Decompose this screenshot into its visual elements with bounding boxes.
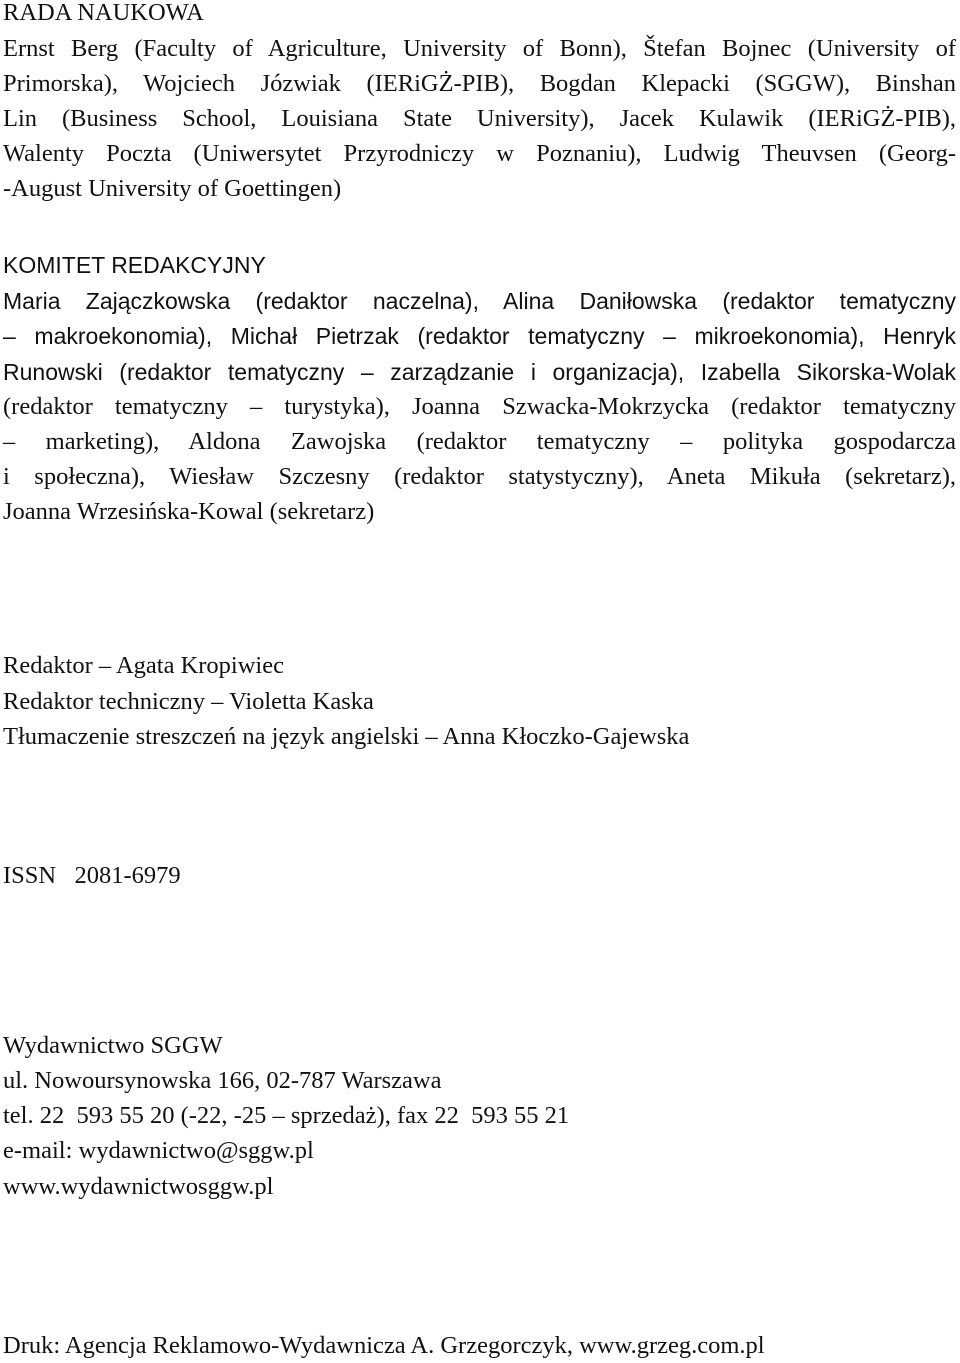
rada-line-2: Primorska), Wojciech Józwiak (IERiGŻ-PIB), Bogdan Klepacki (SGGW), Binshan (3, 70, 956, 97)
translation-line: Tłumaczenie streszczeń na język angielski – Anna Kłoczko-Gajewska (3, 723, 690, 750)
rada-heading: RADA NAUKOWA (3, 0, 204, 26)
komitet-line-2: – makroekonomia), Michał Pietrzak (redaktor tematyczny – mikroekonomia), Henryk (3, 323, 956, 349)
publisher-email: e-mail: wydawnictwo@sggw.pl (3, 1137, 314, 1164)
komitet-line-4: (redaktor tematyczny – turystyka), Joanna Szwacka-Mokrzycka (redaktor tematyczny (3, 393, 956, 420)
publisher-phone: tel. 22 593 55 20 (-22, -25 – sprzedaż), fax 22 593 55 21 (3, 1102, 570, 1129)
rada-line-3: Lin (Business School, Louisiana State University), Jacek Kulawik (IERiGŻ-PIB), (3, 105, 956, 132)
komitet-line-3: Runowski (redaktor tematyczny – zarządzanie i organizacja), Izabella Sikorska-Wolak (3, 359, 956, 385)
komitet-line-1: Maria Zajączkowska (redaktor naczelna), Alina Daniłowska (redaktor tematyczny (3, 288, 956, 314)
publisher-name: Wydawnictwo SGGW (3, 1032, 223, 1059)
komitet-line-5: – marketing), Aldona Zawojska (redaktor tematyczny – polityka gospodarcza (3, 428, 956, 455)
issn-line: ISSN 2081-6979 (3, 862, 181, 889)
komitet-line-7: Joanna Wrzesińska-Kowal (sekretarz) (3, 498, 375, 525)
komitet-heading: KOMITET REDAKCYJNY (3, 252, 266, 278)
komitet-line-6: i społeczna), Wiesław Szczesny (redaktor statystyczny), Aneta Mikuła (sekretarz), (3, 463, 956, 490)
publisher-address: ul. Nowoursynowska 166, 02-787 Warszawa (3, 1067, 442, 1094)
editor-line: Redaktor – Agata Kropiwiec (3, 652, 284, 679)
technical-editor-line: Redaktor techniczny – Violetta Kaska (3, 688, 374, 715)
rada-line-4: Walenty Poczta (Uniwersytet Przyrodniczy w Poznaniu), Ludwig Theuvsen (Georg- (3, 140, 956, 167)
rada-line-1: Ernst Berg (Faculty of Agriculture, University of Bonn), Štefan Bojnec (University of (3, 35, 956, 62)
rada-line-5: -August University of Goettingen) (3, 175, 342, 202)
publisher-website: www.wydawnictwosggw.pl (3, 1173, 274, 1200)
printer-line: Druk: Agencja Reklamowo-Wydawnicza A. Grzegorczyk, www.grzeg.com.pl (3, 1332, 765, 1359)
